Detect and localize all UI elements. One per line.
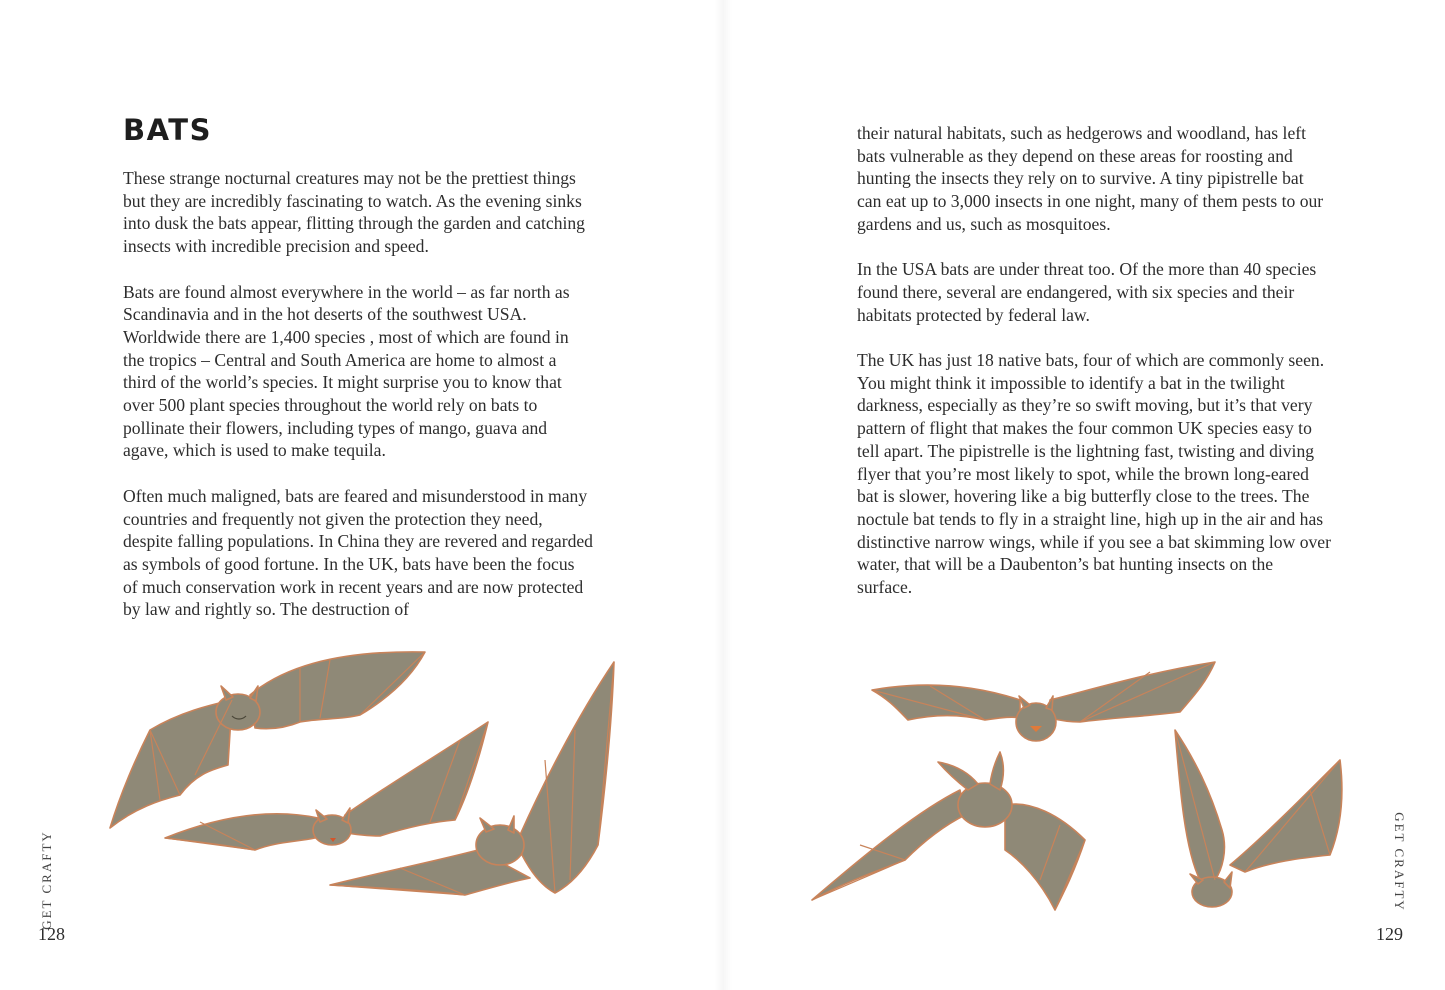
bat-diving <box>1175 730 1342 907</box>
right-text-column <box>857 122 1332 599</box>
right-paragraph-1: their natural habitats, such as hedgerows and woodland, has left bats vulnerable as they depend on these areas for roosting and hunting the insects they rely on to survive. A tiny pipistrelle bat can eat up to 3,000 insects in one night, many of them pests to our gardens and us, such as mosquitoes. <box>857 123 1324 234</box>
left-paragraph-3: Often much maligned, bats are feared and misunderstood in many countries and frequently not given the protection they need, despite falling populations. In China they are revered and regarded as symbols of good fortune. In the UK, bats have been the focus of much conservation work in recent years and are now protected by law and rightly so. The destruction of <box>123 485 593 620</box>
right-paragraph-3: The UK has just 18 native bats, four of which are commonly seen. You might think it impossible to identify a bat in the twilight darkness, especially as they’re so swift moving, but it’s that very pattern of flight that makes the four common UK species easy to tell apart. The pipistrelle is the lightning fast, twisting and diving flyer that you’re most likely to spot, while the brown long-eared bat is slower, hovering like a big butterfly close to the trees. The noctule bat tends to fly in a straight line, high up in the air and has distinctive narrow wings, while if you see a bat skimming low over water, that will be a Daubenton’s bat hunting insects on the surface. <box>857 350 1331 598</box>
running-head-right: GET CRAFTY <box>1392 812 1407 912</box>
left-page <box>0 0 722 990</box>
page-number-left: 128 <box>38 924 65 944</box>
left-text-column <box>123 167 593 621</box>
page-heading: BATS <box>123 113 212 147</box>
bat-long-eared <box>812 752 1085 910</box>
page-number-right: 129 <box>1376 924 1403 944</box>
right-page <box>723 0 1445 990</box>
left-paragraph-2: Bats are found almost everywhere in the world – as far north as Scandinavia and in the hot deserts of the southwest USA. Worldwide there are 1,400 species , most of which are found in the tropics – Central and South America are home to almost a third of the world’s species. It might surprise you to know that over 500 plant species throughout the world rely on bats to pollinate their flowers, including types of mango, guava and agave, which is used to make tequila. <box>123 281 570 461</box>
bat-top-right <box>872 662 1215 741</box>
left-bat-illustration <box>0 640 722 940</box>
running-head-left: GET CRAFTY <box>39 830 54 930</box>
right-paragraph-2: In the USA bats are under threat too. Of the more than 40 species found there, several are endangered, with six species and their habitats protected by federal law. <box>857 259 1317 325</box>
right-bat-illustration <box>723 640 1445 940</box>
left-paragraph-1: These strange nocturnal creatures may not be the prettiest things but they are incredibly fascinating to watch. As the evening sinks into dusk the bats appear, flitting through the garden and catching insects with incredible precision and speed. <box>123 168 585 257</box>
